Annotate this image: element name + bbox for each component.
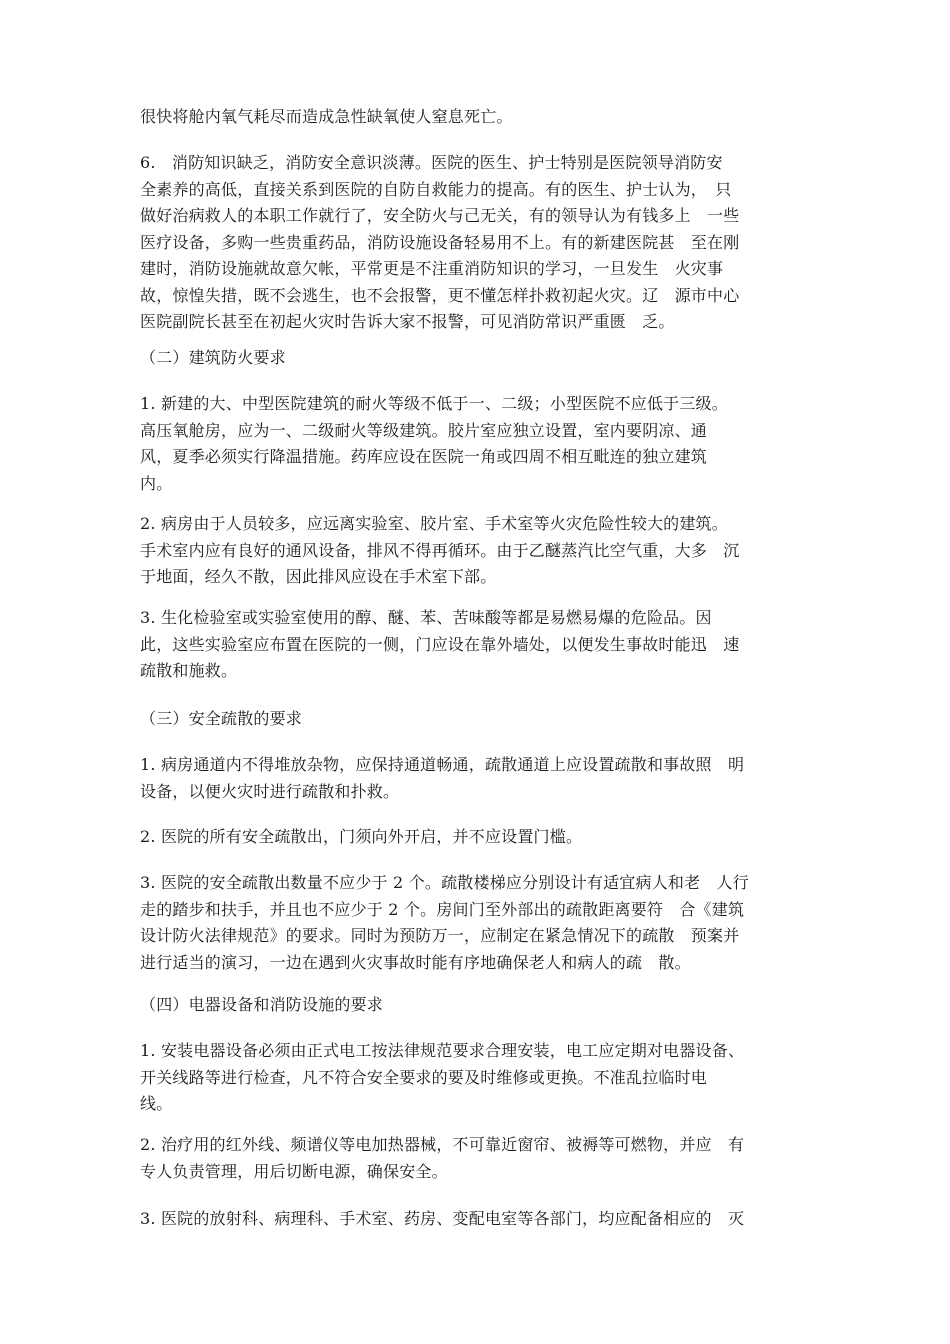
text-line: 开关线路等进行检查，凡不符合安全要求的要及时维修或更换。不准乱拉临时电 — [140, 1067, 708, 1087]
paragraph — [140, 104, 820, 131]
text-line: 3. 医院的安全疏散出数量不应少于 2 个。疏散楼梯应分别设计有适宜病人和老 人行 — [140, 873, 749, 892]
section-heading — [140, 706, 820, 733]
text-line: 走的踏步和扶手，并且也不应少于 2 个。房间门至外部出的疏散距离要符 合《建筑 — [140, 899, 745, 919]
paragraph — [140, 511, 820, 591]
text-line: 医院副院长甚至在初起火灾时告诉大家不报警，可见消防常识严重匮 乏。 — [140, 312, 675, 331]
text-line: 进行适当的演习，一边在遇到火灾事故时能有序地确保老人和病人的疏 散。 — [140, 952, 691, 972]
text-line: 3. 医院的放射科、病理科、手术室、药房、变配电室等各部门，均应配备相应的 灭 — [140, 1209, 745, 1228]
text-line: 做好治病救人的本职工作就行了，安全防火与己无关，有的领导认为有钱多上 一些 — [140, 206, 740, 225]
text-line: 线。 — [140, 1094, 173, 1113]
text-line: 很快将舱内氧气耗尽而造成急性缺氧使人窒息死亡。 — [140, 107, 513, 126]
text-line: 风，夏季必须实行降温措施。药库应设在医院一角或四周不相互毗连的独立建筑 — [140, 447, 708, 466]
text-line: 故，惊惶失措，既不会逃生，也不会报警，更不懂怎样扑救初起火灾。辽 源市中心 — [140, 285, 740, 305]
paragraph — [140, 752, 820, 805]
text-line: 高压氧舱房，应为一、二级耐火等级建筑。胶片室应独立设置，室内要阴凉、通 — [140, 420, 708, 440]
text-line: 设计防火法律规范》的要求。同时为预防万一，应制定在紧急情况下的疏散 预案并 — [140, 926, 740, 945]
text-line: 6. 消防知识缺乏，消防安全意识淡薄。医院的医生、护士特别是医院领导消防安 — [140, 153, 723, 172]
text-line: 建时，消防设施就故意欠帐，平常更是不注重消防知识的学习，一旦发生 火灾事 — [140, 259, 724, 278]
paragraph — [140, 824, 820, 851]
section-heading — [140, 345, 820, 372]
text-line: 于地面，经久不散，因此排风应设在手术室下部。 — [140, 567, 497, 586]
text-line: 1. 病房通道内不得堆放杂物，应保持通道畅通，疏散通道上应设置疏散和事故照 明 — [140, 755, 745, 774]
text-line: 1. 新建的大、中型医院建筑的耐火等级不低于一、二级；小型医院不应低于三级。 — [140, 394, 728, 413]
paragraph — [140, 870, 820, 976]
section-heading — [140, 992, 820, 1019]
heading-text: （二）建筑防火要求 — [140, 348, 286, 367]
paragraph — [140, 1038, 820, 1118]
heading-text: （四）电器设备和消防设施的要求 — [140, 995, 384, 1014]
text-line: 2. 治疗用的红外线、频谱仪等电加热器械，不可靠近窗帘、被褥等可燃物，并应 有 — [140, 1135, 745, 1154]
paragraph — [140, 150, 820, 336]
paragraph — [140, 1206, 820, 1233]
text-line: 2. 病房由于人员较多，应远离实验室、胶片室、手术室等火灾危险性较大的建筑。 — [140, 514, 728, 533]
text-line: 3. 生化检验室或实验室使用的醇、醚、苯、苦味酸等都是易燃易爆的危险品。因 — [140, 608, 712, 627]
paragraph — [140, 605, 820, 685]
text-line: 医疗设备，多购一些贵重药品，消防设施设备轻易用不上。有的新建医院甚 至在刚 — [140, 232, 740, 252]
text-line: 2. 医院的所有安全疏散出，门须向外开启，并不应设置门槛。 — [140, 827, 583, 846]
paragraph — [140, 391, 820, 497]
paragraph — [140, 1132, 820, 1185]
text-line: 此，这些实验室应布置在医院的一侧，门应设在靠外墙处，以便发生事故时能迅 速 — [140, 634, 740, 654]
text-line: 手术室内应有良好的通风设备，排风不得再循环。由于乙醚蒸汽比空气重，大多 沉 — [140, 540, 740, 560]
text-line: 疏散和施救。 — [140, 661, 238, 680]
text-line: 1. 安装电器设备必须由正式电工按法律规范要求合理安装，电工应定期对电器设备、 — [140, 1041, 745, 1060]
text-line: 设备，以便火灾时进行疏散和扑救。 — [140, 781, 400, 801]
text-line: 内。 — [140, 473, 173, 493]
text-line: 全素养的高低，直接关系到医院的自防自救能力的提高。有的医生、护士认为， 只 — [140, 179, 732, 199]
heading-text: （三）安全疏散的要求 — [140, 709, 303, 728]
text-line: 专人负责管理，用后切断电源，确保安全。 — [140, 1161, 448, 1181]
